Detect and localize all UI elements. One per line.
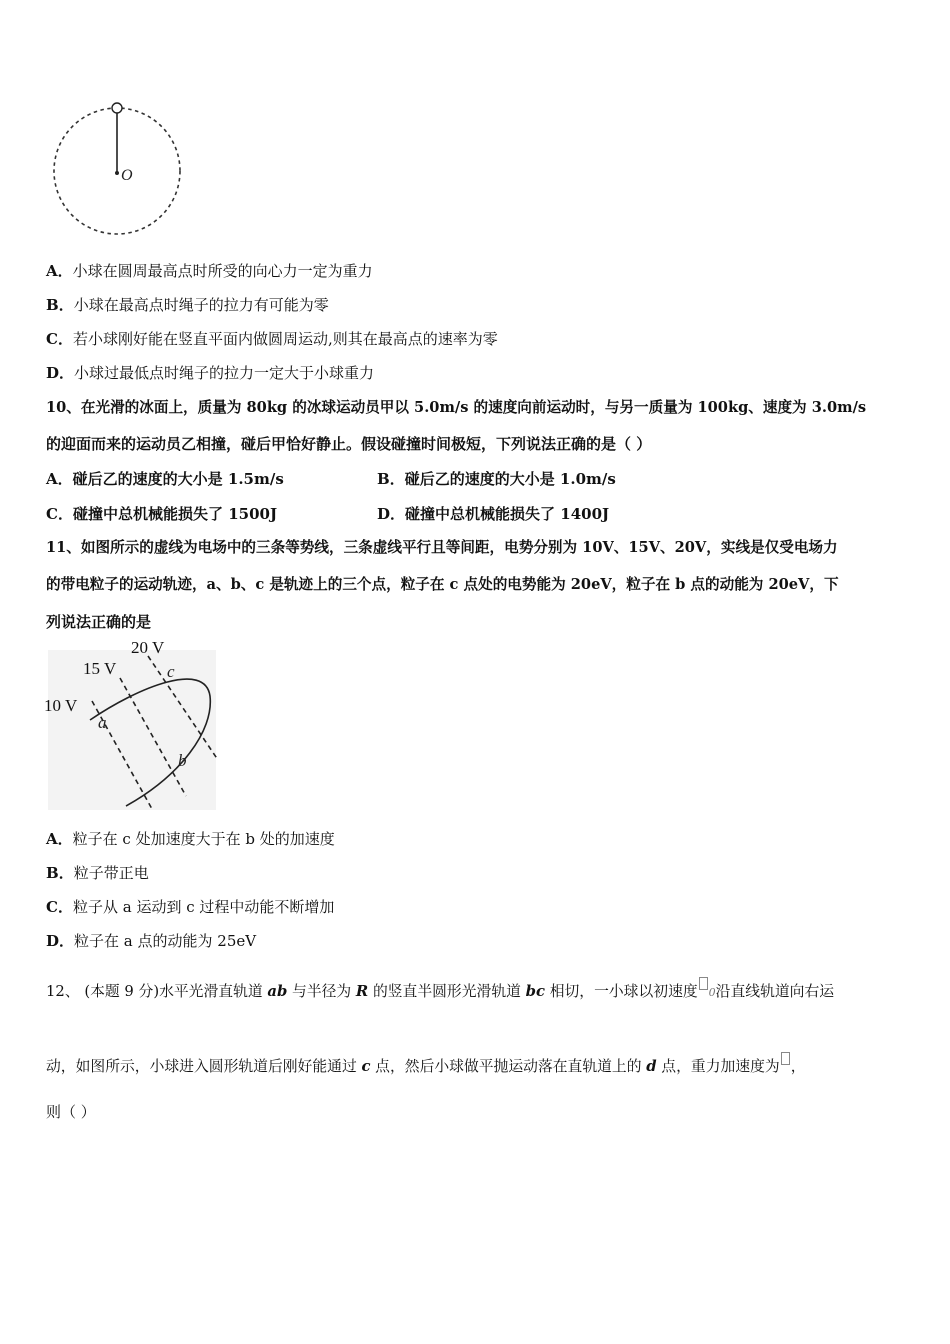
particle-trajectory bbox=[90, 679, 210, 806]
q11-stem-line3: 列说法正确的是 bbox=[46, 613, 152, 631]
q12-stem-line2: 动，如图所示，小球进入圆形轨道后刚好能通过 c 点，然后小球做平抛运动落在直轨道上的 d 点，重力加速度为 ， bbox=[46, 1052, 806, 1077]
equipotential-figure bbox=[40, 636, 220, 816]
point-label-b: b bbox=[178, 751, 187, 770]
q10-option-d: D．碰撞中总机械能损失了 1400J bbox=[377, 505, 610, 523]
point-label-a: a bbox=[98, 713, 107, 732]
missing-glyph-g bbox=[781, 1052, 790, 1065]
circle-figure bbox=[40, 96, 200, 246]
ball bbox=[112, 103, 122, 113]
q9-option-c: C．若小球刚好能在竖直平面内做圆周运动,则其在最高点的速率为零 bbox=[46, 330, 498, 348]
q10-option-c: C．碰撞中总机械能损失了 1500J bbox=[46, 505, 278, 523]
q11-stem-line1: 11、如图所示的虚线为电场中的三条等势线，三条虚线平行且等间距，电势分别为 10V、15V、20V，实线是仅受电场力 bbox=[46, 539, 838, 556]
q11-option-a: A．粒子在 c 处加速度大于在 b 处的加速度 bbox=[46, 830, 335, 848]
q11-option-c: C．粒子从 a 运动到 c 过程中动能不断增加 bbox=[46, 898, 335, 916]
center-dot bbox=[115, 171, 119, 175]
label-20v: 20 V bbox=[131, 638, 165, 657]
q11-option-d: D．粒子在 a 点的动能为 25eV bbox=[46, 932, 257, 950]
q12-stem-line3: 则（ ） bbox=[46, 1103, 96, 1121]
q9-option-b: B．小球在最高点时绳子的拉力有可能为零 bbox=[46, 296, 329, 314]
equipotential-20v bbox=[148, 656, 218, 760]
center-label: O bbox=[121, 167, 133, 184]
q11-stem-line2: 的带电粒子的运动轨迹，a、b、c 是轨迹上的三个点，粒子在 c 点处的电势能为 20eV，粒子在 b 点的动能为 20eV，下 bbox=[46, 576, 839, 593]
q11-option-b: B．粒子带正电 bbox=[46, 864, 149, 882]
q9-option-d: D．小球过最低点时绳子的拉力一定大于小球重力 bbox=[46, 364, 375, 382]
q10-stem-line1: 10、在光滑的冰面上，质量为 80kg 的冰球运动员甲以 5.0m/s 的速度向前运动时，与另一质量为 100kg、速度为 3.0m/s bbox=[46, 399, 867, 416]
point-label-c: c bbox=[167, 662, 175, 681]
missing-glyph-v bbox=[699, 977, 708, 990]
q12-stem-line1: 12、 (本题 9 分)水平光滑直轨道 ab 与半径为 R 的竖直半圆形光滑轨道 bc 相切，一小球以初速度 0沿直线轨道向右运 bbox=[46, 977, 834, 1003]
q10-option-b: B．碰后乙的速度的大小是 1.0m/s bbox=[377, 470, 616, 488]
q10-stem-line2: 的迎面而来的运动员乙相撞，碰后甲恰好静止。假设碰撞时间极短，下列说法正确的是（ ） bbox=[46, 435, 652, 453]
field-lines-svg bbox=[40, 636, 220, 816]
label-15v: 15 V bbox=[83, 659, 117, 678]
label-10v: 10 V bbox=[44, 696, 78, 715]
q10-option-a: A．碰后乙的速度的大小是 1.5m/s bbox=[46, 470, 284, 488]
q9-option-a: A．小球在圆周最高点时所受的向心力一定为重力 bbox=[46, 262, 373, 280]
